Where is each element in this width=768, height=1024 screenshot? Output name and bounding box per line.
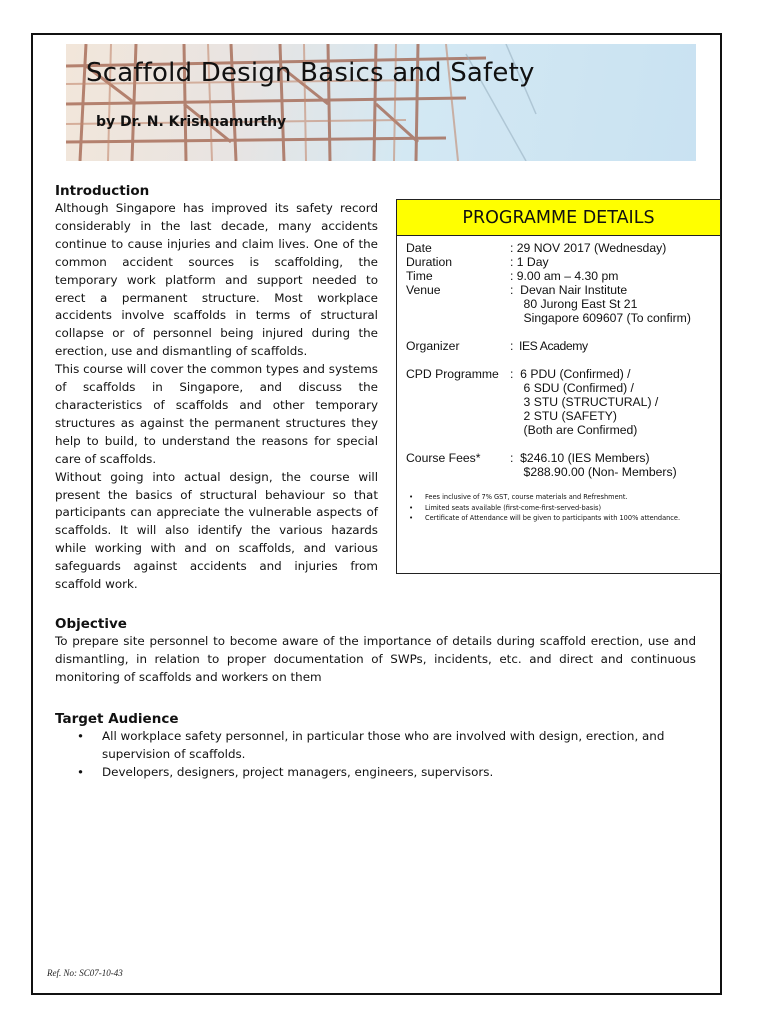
- venue-label: Venue: [406, 283, 441, 297]
- venue-line: : Devan Nair Institute: [510, 283, 628, 297]
- date-row: [406, 241, 711, 255]
- organizer-label: Organizer: [406, 339, 460, 353]
- organizer-row: [406, 339, 711, 353]
- target-audience-heading: Target Audience: [55, 711, 179, 727]
- organizer-value: : IES Academy: [510, 339, 588, 353]
- introduction-paragraph: Without going into actual design, the course will present the basics of structural behaviour so that participants can appreciate the vulnerable aspects of scaffolds. It will also identify the various hazards while working with and on scaffolds, and various safeguards against accidents and injuries from scaffold work.: [55, 469, 378, 592]
- note-item: • Fees inclusive of 7% GST, course materials and Refreshment.: [405, 492, 715, 503]
- date-value: : 29 NOV 2017 (Wednesday): [510, 241, 667, 255]
- programme-details-box: [396, 199, 721, 574]
- time-row: [406, 269, 711, 283]
- header-banner: [66, 44, 696, 161]
- duration-label: Duration: [406, 255, 453, 269]
- fees-row: [406, 451, 711, 479]
- fees-line: : $246.10 (IES Members): [510, 451, 650, 465]
- programme-details-body: [406, 241, 711, 479]
- time-label: Time: [406, 269, 433, 283]
- fees-label: Course Fees*: [406, 451, 481, 465]
- fees-line: $288.90.00 (Non- Members): [510, 465, 677, 479]
- programme-notes: [405, 492, 715, 524]
- cpd-line: 6 SDU (Confirmed) /: [510, 381, 634, 395]
- venue-line: Singapore 609607 (To confirm): [510, 311, 691, 325]
- duration-value: : 1 Day: [510, 255, 549, 269]
- cpd-line: 3 STU (STRUCTURAL) /: [510, 395, 659, 409]
- objective-heading: Objective: [55, 616, 127, 632]
- venue-line: 80 Jurong East St 21: [510, 297, 638, 311]
- date-label: Date: [406, 241, 432, 255]
- note-item: • Certificate of Attendance will be given to participants with 100% attendance.: [405, 513, 715, 524]
- introduction-section: [55, 182, 378, 594]
- author-line: by Dr. N. Krishnamurthy: [96, 114, 287, 130]
- audience-item: • Developers, designers, project managers, engineers, supervisors.: [55, 764, 705, 782]
- duration-row: [406, 255, 711, 269]
- cpd-label: CPD Programme: [406, 367, 499, 381]
- cpd-line: : 6 PDU (Confirmed) /: [510, 367, 631, 381]
- page-title: Scaffold Design Basics and Safety: [86, 58, 535, 88]
- target-audience-list: [55, 728, 705, 782]
- cpd-line: (Both are Confirmed): [510, 423, 638, 437]
- target-audience-section: [55, 710, 705, 782]
- fees-value: [510, 451, 711, 479]
- audience-item: • All workplace safety personnel, in particular those who are involved with design, erection, and supervision of scaffolds.: [55, 728, 705, 764]
- cpd-line: 2 STU (SAFETY): [510, 409, 617, 423]
- reference-number: Ref. No: SC07-10-43: [47, 968, 123, 978]
- venue-value: [510, 283, 711, 325]
- cpd-value: [510, 367, 711, 437]
- objective-text: To prepare site personnel to become aware of the importance of details during scaffold erection, use and dismantling, in relation to proper documentation of SWPs, incidents, etc. and direct and continuous monitoring of scaffolds and workers on them: [55, 634, 696, 684]
- introduction-heading: Introduction: [55, 183, 150, 199]
- time-value: : 9.00 am – 4.30 pm: [510, 269, 619, 283]
- introduction-paragraph: This course will cover the common types and systems of scaffolds in Singapore, and discuss the characteristics of scaffolds and other temporary structures as against the permanent structures they help to build, to understand the reasons for special care of scaffolds.: [55, 362, 378, 466]
- venue-row: [406, 283, 711, 325]
- note-item: • Limited seats available (first-come-first-served-basis): [405, 503, 715, 514]
- cpd-row: [406, 367, 711, 437]
- programme-details-heading: PROGRAMME DETAILS: [397, 200, 720, 236]
- introduction-paragraph: Although Singapore has improved its safety record considerably in the last decade, many accidents continue to cause injuries and claim lives. One of the common accident sources is scaffolding, the temporary work platform and support needed to erect a permanent structure. Most workplace accidents involve scaffolds in terms of structural collapse or of personnel being injured during the erection, use and dismantling of scaffolds.: [55, 201, 378, 359]
- objective-section: [55, 615, 696, 687]
